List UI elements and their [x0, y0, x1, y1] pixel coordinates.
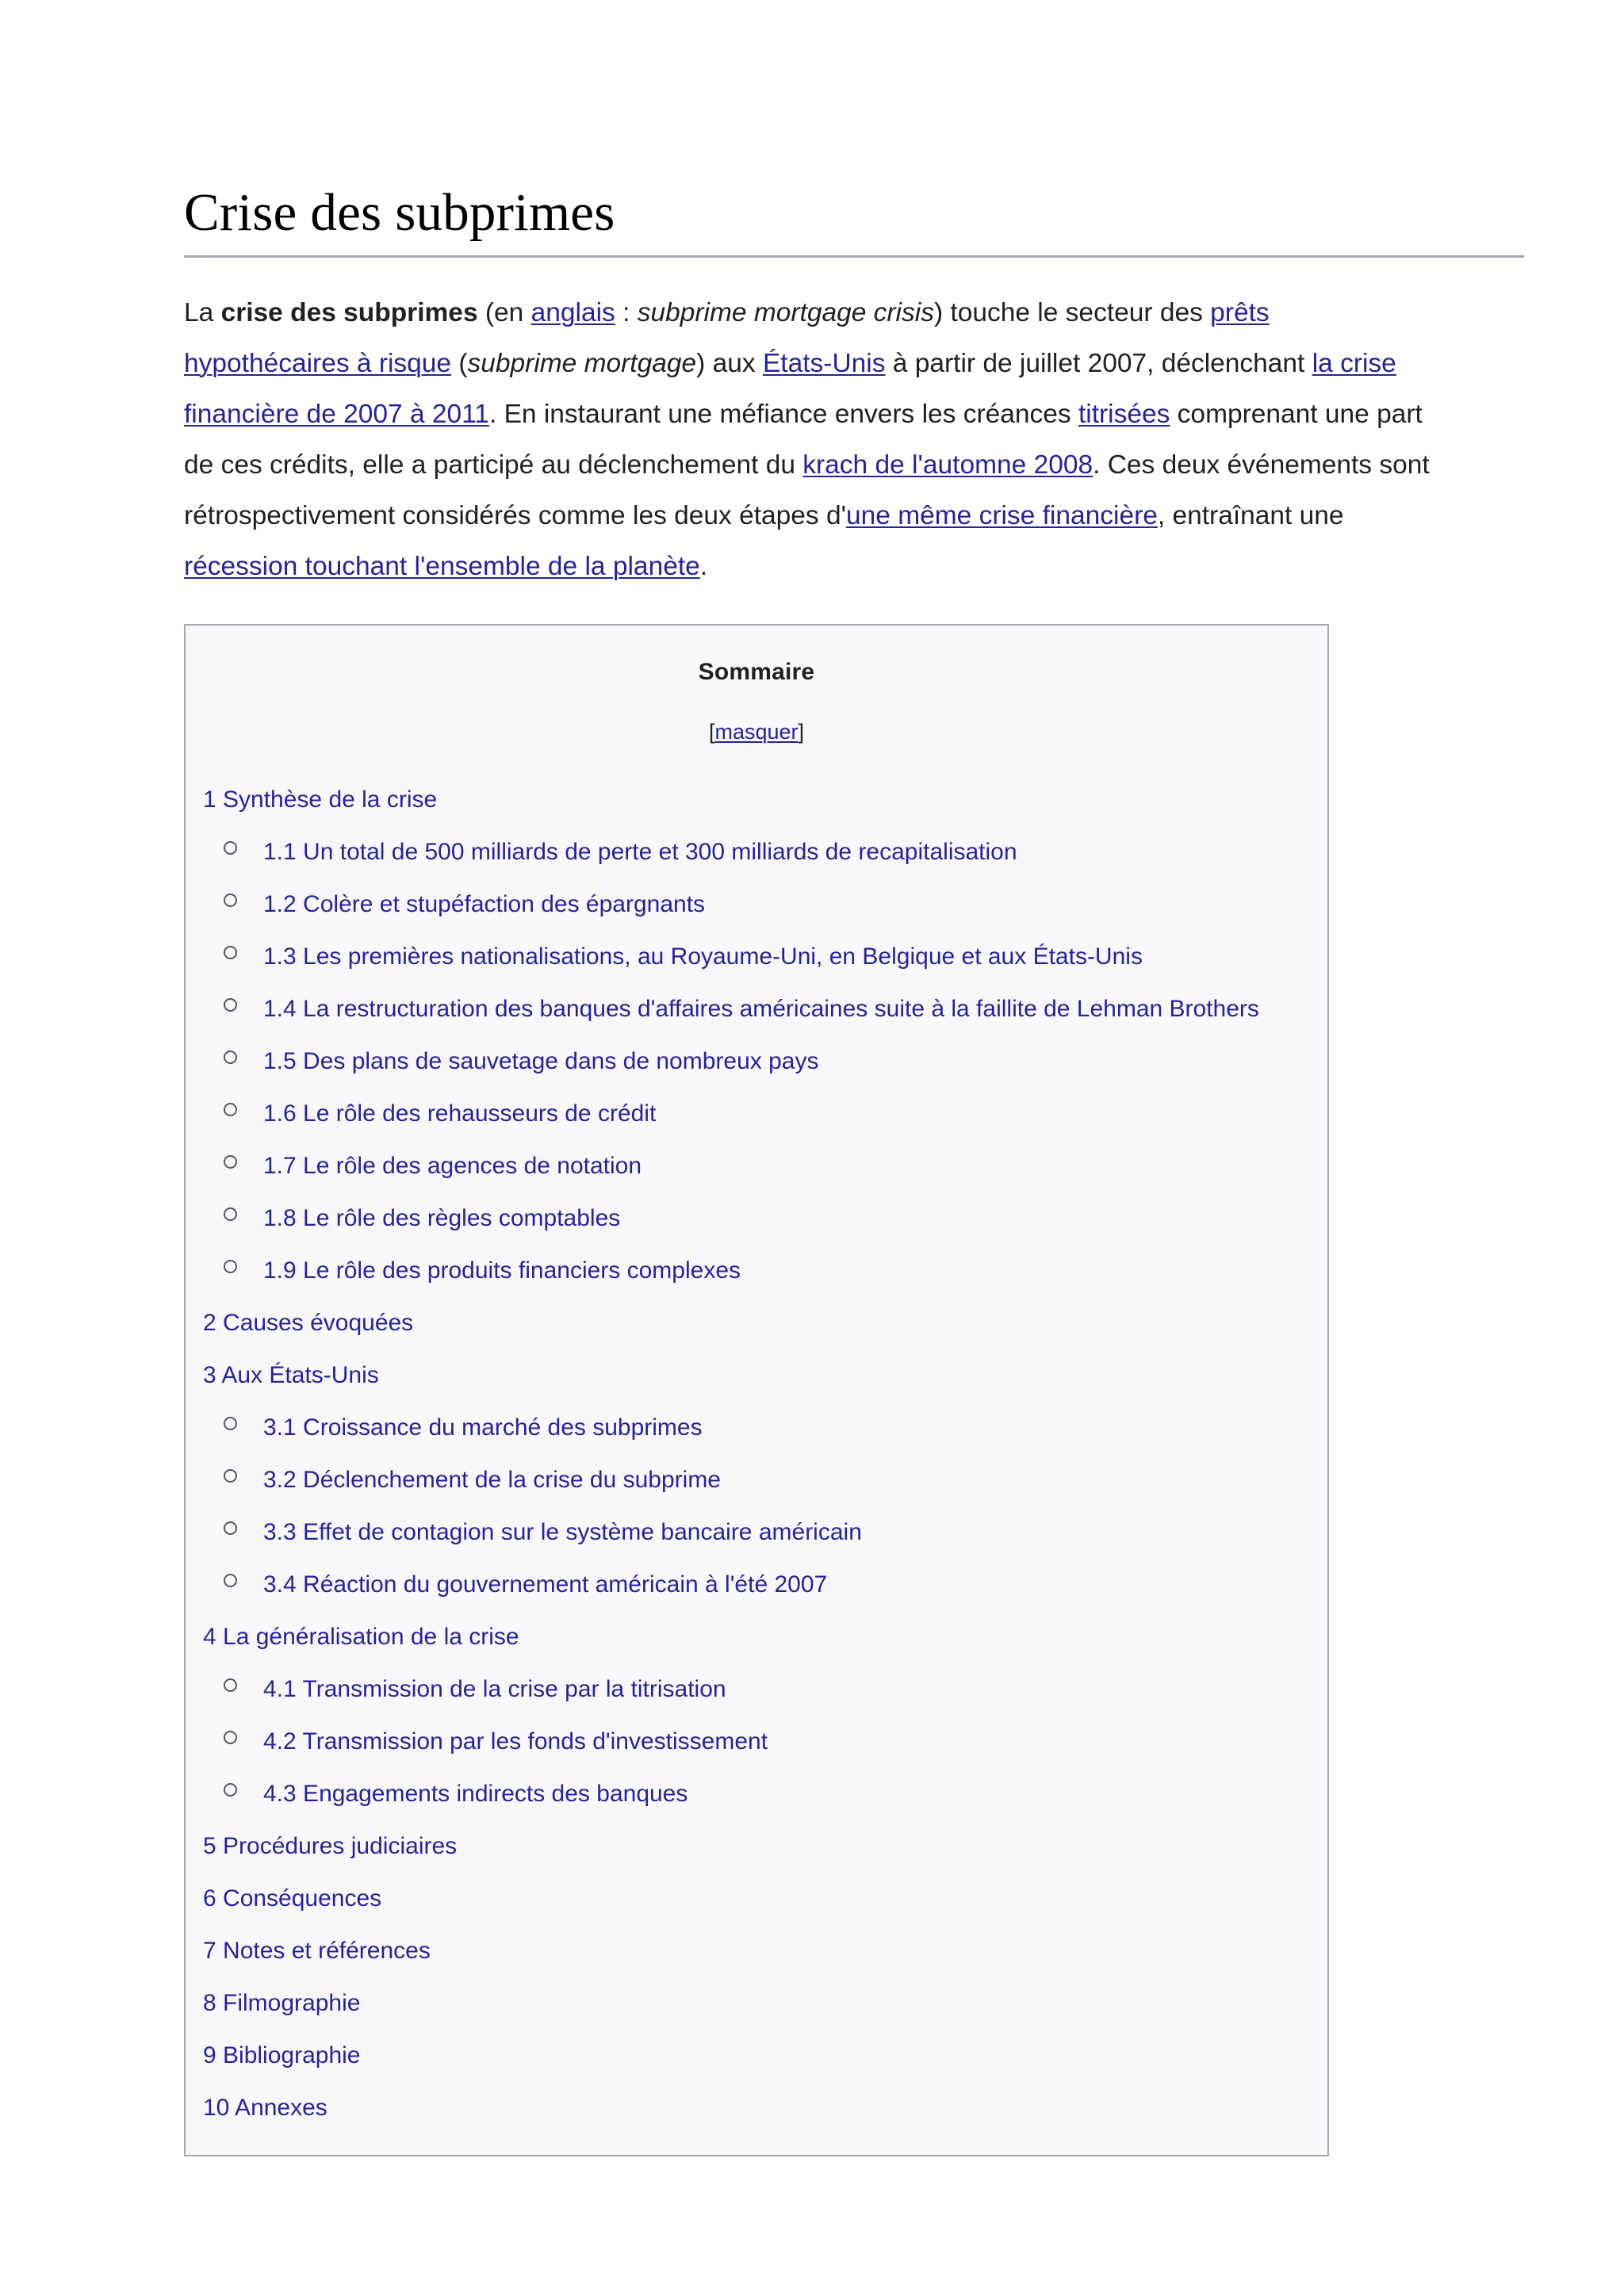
- toc-number: 4: [203, 1623, 216, 1650]
- circle-bullet-icon: [224, 1678, 237, 1692]
- toc-link-1.3[interactable]: [263, 943, 1143, 970]
- toc-label: La généralisation de la crise: [216, 1623, 519, 1650]
- circle-bullet-icon: [224, 1469, 237, 1483]
- toc-number: 7: [203, 1937, 216, 1964]
- toc-number: 1.9: [263, 1257, 297, 1284]
- toc-link-1.4[interactable]: [263, 996, 1259, 1022]
- intro-text: . Ces deux événements sont rétrospectivement considérés comme les deux étapes d': [184, 450, 1430, 530]
- toc-entry-level2: [186, 890, 1327, 917]
- toc-entry-level2: [186, 1782, 1327, 1806]
- toc-label: Aux États-Unis: [216, 1361, 379, 1388]
- toc-label: Un total de 500 milliards de perte et 300 milliards de recapitalisation: [296, 838, 1017, 865]
- intro-text: à partir de juillet 2007, déclenchant: [885, 348, 1312, 378]
- toc-entry-level2: [186, 1468, 1327, 1492]
- toc-link-1.6[interactable]: [263, 1100, 656, 1127]
- circle-bullet-icon: [224, 998, 237, 1012]
- toc-entry-level2: [186, 1416, 1327, 1440]
- intro-text: La: [184, 297, 221, 327]
- circle-bullet-icon: [224, 946, 237, 959]
- circle-bullet-icon: [224, 1155, 237, 1169]
- intro-link[interactable]: anglais: [530, 297, 615, 327]
- intro-text: . En instaurant une méfiance envers les créances: [488, 399, 1078, 429]
- toc-number: 4.2: [263, 1728, 297, 1755]
- toc-link-1.1[interactable]: [263, 839, 1017, 865]
- toc-link-4.2[interactable]: [263, 1728, 768, 1755]
- toc-number: 8: [203, 1989, 216, 2016]
- toc-number: 4.1: [263, 1675, 297, 1702]
- intro-text: :: [615, 297, 638, 327]
- table-of-contents: [184, 624, 1329, 2156]
- intro-text: (: [451, 348, 468, 378]
- toc-entry-level2: [186, 1204, 1327, 1231]
- toc-label: Filmographie: [216, 1989, 361, 2016]
- intro-link[interactable]: krach de l'automne 2008: [802, 450, 1094, 480]
- toc-link-10[interactable]: [203, 2095, 327, 2121]
- toc-sublist: [186, 1675, 1327, 1807]
- circle-bullet-icon: [224, 894, 237, 907]
- toc-label: Les premières nationalisations, au Royaume-Uni, en Belgique et aux États-Unis: [296, 943, 1143, 970]
- toc-entry-level1: [186, 1832, 1327, 1859]
- toc-number: 4.3: [263, 1780, 297, 1807]
- toc-link-6[interactable]: [203, 1885, 381, 1911]
- toc-link-4.1[interactable]: [263, 1676, 726, 1702]
- toc-number: 5: [203, 1832, 216, 1859]
- toc-entry-level1: [186, 2096, 1327, 2120]
- toc-entry-level2: [186, 1259, 1327, 1283]
- intro-text: comprenant une part de ces crédits, elle a participé au déclenchement du: [184, 399, 1423, 480]
- circle-bullet-icon: [224, 1103, 237, 1116]
- toc-entry-level1: [186, 1939, 1327, 1963]
- toc-label: Des plans de sauvetage dans de nombreux pays: [296, 1047, 819, 1074]
- toc-entry-level2: [186, 1675, 1327, 1702]
- intro-italic-term: subprime mortgage: [467, 348, 697, 378]
- circle-bullet-icon: [224, 1574, 237, 1587]
- toc-entry-level2: [186, 1047, 1327, 1074]
- toc-number: 1.1: [263, 838, 297, 865]
- toc-label: Le rôle des règles comptables: [296, 1204, 621, 1231]
- toc-entry-level1: [186, 2044, 1327, 2068]
- toc-entry-level2: [186, 1102, 1327, 1126]
- toc-sublist: [186, 840, 1327, 1283]
- toc-label: Engagements indirects des banques: [296, 1780, 688, 1807]
- toc-link-1.9[interactable]: [263, 1257, 741, 1284]
- toc-number: 2: [203, 1309, 216, 1336]
- article-content: [184, 184, 1524, 2156]
- toc-entry-level1: [186, 1625, 1327, 1649]
- toc-label: Le rôle des rehausseurs de crédit: [296, 1100, 657, 1127]
- toc-number: 1.2: [263, 890, 297, 917]
- toc-toggle-link[interactable]: masquer: [714, 719, 799, 744]
- toc-number: 3.2: [263, 1466, 297, 1493]
- toc-entry-level1: [186, 1361, 1327, 1388]
- toc-label: Annexes: [229, 2094, 327, 2121]
- toc-number: 3: [203, 1361, 216, 1388]
- toc-toggle-close-bracket: ]: [798, 719, 805, 744]
- toc-link-4.3[interactable]: [263, 1781, 688, 1807]
- toc-sublist: [186, 1416, 1327, 1597]
- circle-bullet-icon: [224, 841, 237, 855]
- toc-entry-level1: [186, 1989, 1327, 2016]
- toc-link-3.3[interactable]: [263, 1519, 862, 1545]
- toc-number: 10: [203, 2094, 230, 2121]
- toc-entry-level2: [186, 945, 1327, 969]
- toc-link-3.4[interactable]: [263, 1571, 827, 1598]
- intro-text: ) touche le secteur des: [933, 297, 1211, 327]
- toc-entry-level1: [186, 788, 1327, 812]
- page-title: Crise des subprimes: [184, 183, 615, 242]
- intro-link[interactable]: prêts hypothécaires à risque: [184, 297, 1270, 378]
- toc-label: Déclenchement de la crise du subprime: [296, 1466, 721, 1493]
- toc-link-9[interactable]: [203, 2042, 360, 2068]
- title-underline-rule: [184, 255, 1524, 258]
- toc-number: 1: [203, 786, 216, 813]
- circle-bullet-icon: [224, 1783, 237, 1797]
- toc-number: 3.3: [263, 1518, 297, 1545]
- toc-link-8[interactable]: [203, 1990, 360, 2016]
- intro-italic-term: subprime mortgage crisis: [637, 297, 934, 327]
- circle-bullet-icon: [224, 1521, 237, 1535]
- toc-label: Croissance du marché des subprimes: [296, 1414, 703, 1441]
- toc-entry-level2: [186, 1573, 1327, 1597]
- intro-link[interactable]: récession touchant l'ensemble de la planète: [184, 551, 700, 581]
- toc-number: 1.3: [263, 943, 297, 970]
- toc-toggle-open-bracket: [: [708, 719, 715, 744]
- intro-text: ) aux: [696, 348, 763, 378]
- intro-link[interactable]: la crise financière de 2007 à 2011: [184, 348, 1396, 429]
- circle-bullet-icon: [224, 1260, 237, 1273]
- toc-number: 6: [203, 1885, 216, 1911]
- toc-link-5[interactable]: [203, 1833, 457, 1859]
- toc-entry-level2: [186, 840, 1327, 864]
- circle-bullet-icon: [224, 1207, 237, 1221]
- toc-label: Bibliographie: [216, 2042, 361, 2068]
- toc-link-3.1[interactable]: [263, 1414, 703, 1441]
- toc-label: Transmission par les fonds d'investissement: [296, 1728, 768, 1755]
- toc-link-1.8[interactable]: [263, 1205, 620, 1231]
- toc-label: Transmission de la crise par la titrisation: [296, 1675, 726, 1702]
- toc-link-3.2[interactable]: [263, 1467, 721, 1493]
- toc-number: 1.4: [263, 995, 297, 1022]
- toc-entry-level2: [186, 997, 1327, 1021]
- toc-link-3[interactable]: [203, 1362, 379, 1388]
- toc-label: Causes évoquées: [216, 1309, 414, 1336]
- toc-label: Réaction du gouvernement américain à l'été 2007: [296, 1571, 828, 1598]
- toc-label: Conséquences: [216, 1885, 382, 1911]
- toc-label: Procédures judiciaires: [216, 1832, 458, 1859]
- toc-label: Le rôle des produits financiers complexes: [296, 1257, 741, 1284]
- toc-list: [186, 788, 1327, 2120]
- circle-bullet-icon: [224, 1050, 237, 1064]
- toc-number: 3.1: [263, 1414, 297, 1441]
- intro-paragraph: [184, 288, 1437, 592]
- toc-number: 1.8: [263, 1204, 297, 1231]
- toc-label: Le rôle des agences de notation: [296, 1152, 642, 1179]
- toc-number: 3.4: [263, 1571, 297, 1598]
- toc-toggle: [186, 686, 1327, 744]
- toc-entry-level1: [186, 1887, 1327, 1911]
- toc-number: 1.7: [263, 1152, 297, 1179]
- intro-text: (en: [477, 297, 531, 327]
- toc-number: 1.6: [263, 1100, 297, 1127]
- toc-link-7[interactable]: [203, 1938, 431, 1964]
- intro-link[interactable]: une même crise financière: [846, 500, 1158, 530]
- toc-link-1[interactable]: [203, 786, 437, 813]
- toc-label: La restructuration des banques d'affaires américaines suite à la faillite de Lehman Brothers: [296, 995, 1259, 1022]
- toc-entry-level2: [186, 1518, 1327, 1545]
- intro-bold-term: crise des subprimes: [220, 297, 478, 327]
- toc-entry-level1: [186, 1311, 1327, 1335]
- toc-link-2[interactable]: [203, 1310, 413, 1336]
- toc-label: Notes et références: [216, 1937, 431, 1964]
- toc-link-1.2[interactable]: [263, 891, 705, 917]
- toc-label: Synthèse de la crise: [216, 786, 438, 813]
- toc-heading: Sommaire: [698, 658, 815, 685]
- intro-text: .: [699, 551, 708, 581]
- intro-link[interactable]: États-Unis: [762, 348, 886, 378]
- toc-number: 9: [203, 2042, 216, 2068]
- toc-link-1.7[interactable]: [263, 1153, 642, 1179]
- toc-link-1.5[interactable]: [263, 1048, 818, 1074]
- circle-bullet-icon: [224, 1731, 237, 1744]
- toc-label: Colère et stupéfaction des épargnants: [296, 890, 706, 917]
- toc-link-4[interactable]: [203, 1624, 519, 1650]
- toc-number: 1.5: [263, 1047, 297, 1074]
- toc-entry-level2: [186, 1154, 1327, 1178]
- intro-link[interactable]: titrisées: [1078, 399, 1170, 429]
- intro-text: , entraînant une: [1157, 500, 1344, 530]
- toc-entry-level2: [186, 1730, 1327, 1754]
- circle-bullet-icon: [224, 1417, 237, 1430]
- toc-label: Effet de contagion sur le système bancaire américain: [296, 1518, 862, 1545]
